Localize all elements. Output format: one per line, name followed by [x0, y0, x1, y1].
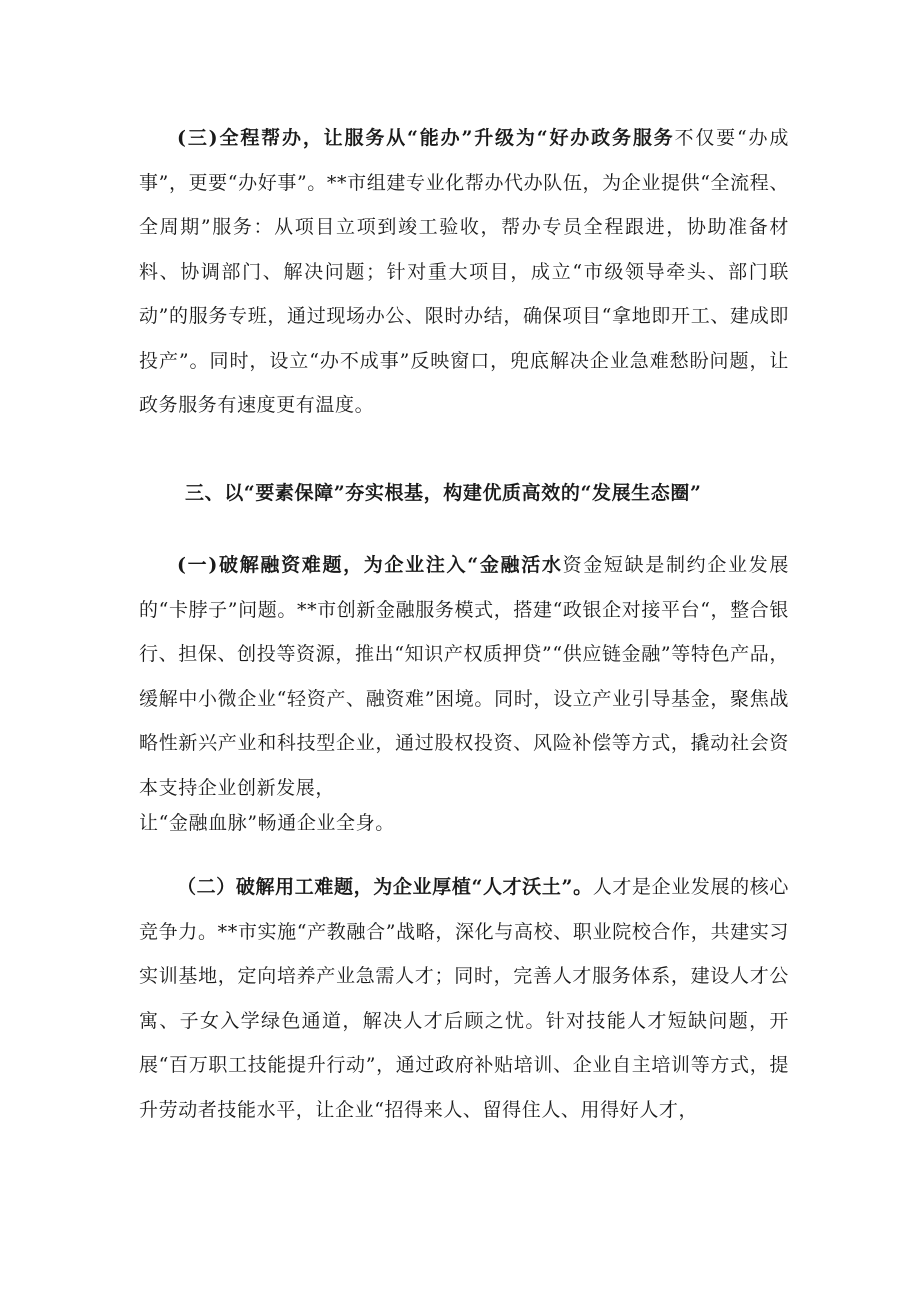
paragraph-financing-tail: 让“金融血脉”畅通企业全身。 — [139, 812, 395, 834]
section-heading-factor-guarantee: 三、以“要素保障”夯实根基，构建优质高效的“发展生态圈” — [185, 482, 702, 504]
paragraph-lead-bold: (三)全程帮办，让服务从“能办”升级为“好办政务服务 — [177, 127, 675, 149]
paragraph-financing — [139, 543, 789, 810]
paragraph-labor — [139, 865, 789, 1132]
paragraph-body: 资金短缺是制约企业发展的“卡脖子”问题。**市创新金融服务模式，搭建“政银企对接平台“，整合银行、担保、创投等资源，推出“知识产权质押贷”“供应链金融”等特色产品，缓解中小微企业“轻资产、融资难”困境。同时，设立产业引导基金，聚焦战略性新兴产业和科技型企业，通过股权投资、风险补偿等方式，撬动社会资本支持企业创新发展， — [139, 554, 789, 799]
paragraph-body: 人才是企业发展的核心竞争力。**市实施“产教融合”战略，深化与高校、职业院校合作，共建实习实训基地，定向培养产业急需人才；同时，完善人才服务体系，建设人才公寓、子女入学绿色通道，解决人才后顾之忧。针对技能人才短缺问题，开展“百万职工技能提升行动”，通过政府补贴培训、企业自主培训等方式，提升劳动者技能水平，让企业“招得来人、留得住人、用得好人才， — [139, 876, 789, 1121]
paragraph-body: 不仅要“办成事”，更要“办好事”。**市组建专业化帮办代办队伍，为企业提供“全流程、全周期”服务：从项目立项到竣工验收，帮办专员全程跟进，协助准备材料、协调部门、解决问题；针对重大项目，成立“市级领导牵头、部门联动”的服务专班，通过现场办公、限时办结，确保项目“拿地即开工、建成即投产”。同时，设立“办不成事”反映窗口，兜底解决企业急难愁盼问题，让政务服务有速度更有温度。 — [139, 127, 789, 416]
paragraph-lead-bold: （二）破解用工难题，为企业厚植“人才沃土”。 — [177, 876, 593, 898]
paragraph-lead-bold: (一)破解融资难题，为企业注入“金融活水 — [177, 554, 563, 576]
paragraph-full-process-assistance — [139, 116, 789, 428]
